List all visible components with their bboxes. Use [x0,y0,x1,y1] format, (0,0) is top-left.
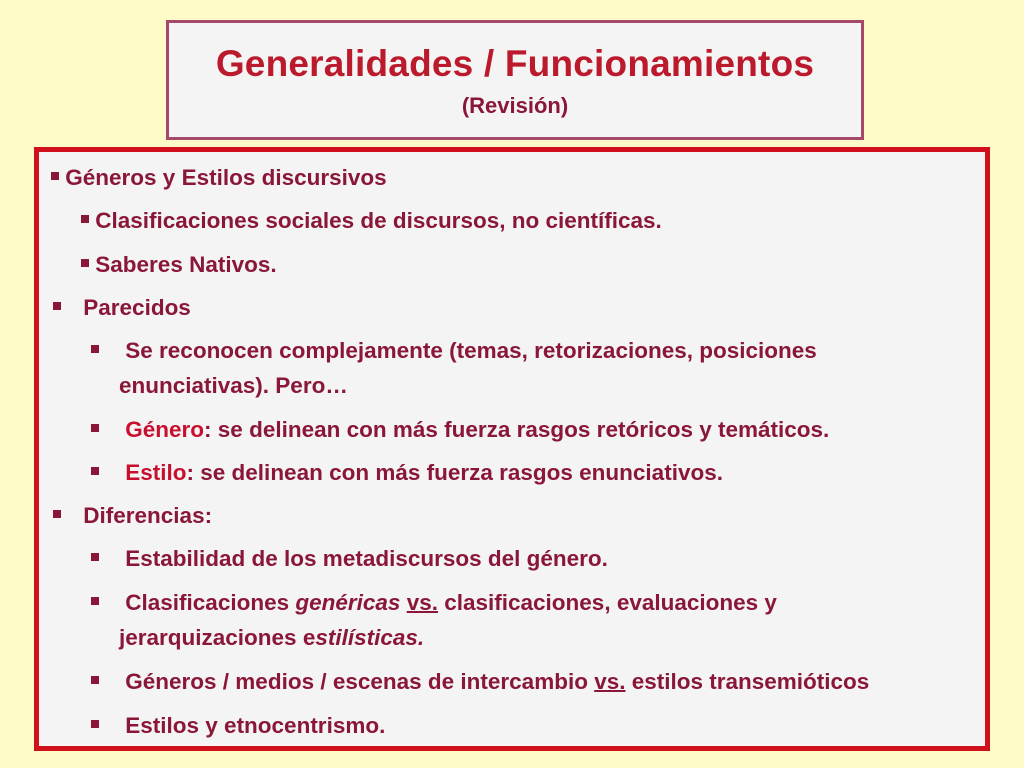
list-item-generos-estilos: Géneros y Estilos discursivos [51,163,387,193]
slide-title: Generalidades / Funcionamientos [215,43,815,84]
list-item-clasificaciones-sociales: Clasificaciones sociales de discursos, no científicas. [81,206,662,236]
slide-subtitle: (Revisión) [461,93,569,118]
square-bullet-icon [53,510,61,518]
list-item-estabilidad: Estabilidad de los metadiscursos del género. [91,544,608,574]
list-item-etnocentrismo: Estilos y etnocentrismo. [91,711,385,741]
list-item-estilo: Estilo: se delinean con más fuerza rasgos enunciativos. [91,458,723,488]
square-bullet-icon [91,467,99,475]
list-item-se-reconocen: Se reconocen complejamente (temas, retorizaciones, posiciones [91,336,817,366]
square-bullet-icon [91,597,99,605]
square-bullet-icon [81,215,89,223]
list-item-jerarquizaciones: jerarquizaciones estilísticas. [119,625,425,650]
square-bullet-icon [91,345,99,353]
square-bullet-icon [91,553,99,561]
square-bullet-icon [91,424,99,432]
list-item-clasificaciones-genericas: Clasificaciones genéricas vs. clasificaciones, evaluaciones y [91,588,777,618]
list-item-se-reconocen-cont: enunciativas). Pero… [119,373,348,398]
list-item-genero: Género: se delinean con más fuerza rasgos retóricos y temáticos. [91,415,829,445]
vs-label: vs. [594,669,626,694]
list-item-saberes-nativos: Saberes Nativos. [81,250,277,280]
title-box [166,20,864,140]
list-item-generos-medios: Géneros / medios / escenas de intercambio vs. estilos transemióticos [91,667,869,697]
square-bullet-icon [51,172,59,180]
square-bullet-icon [81,259,89,267]
list-item-diferencias: Diferencias: [53,501,212,531]
square-bullet-icon [53,302,61,310]
square-bullet-icon [91,676,99,684]
square-bullet-icon [91,720,99,728]
estilo-term: Estilo [125,460,187,485]
content-box [34,147,990,751]
list-item-parecidos: Parecidos [53,293,191,323]
genero-term: Género [125,417,205,442]
vs-label: vs. [406,590,438,615]
